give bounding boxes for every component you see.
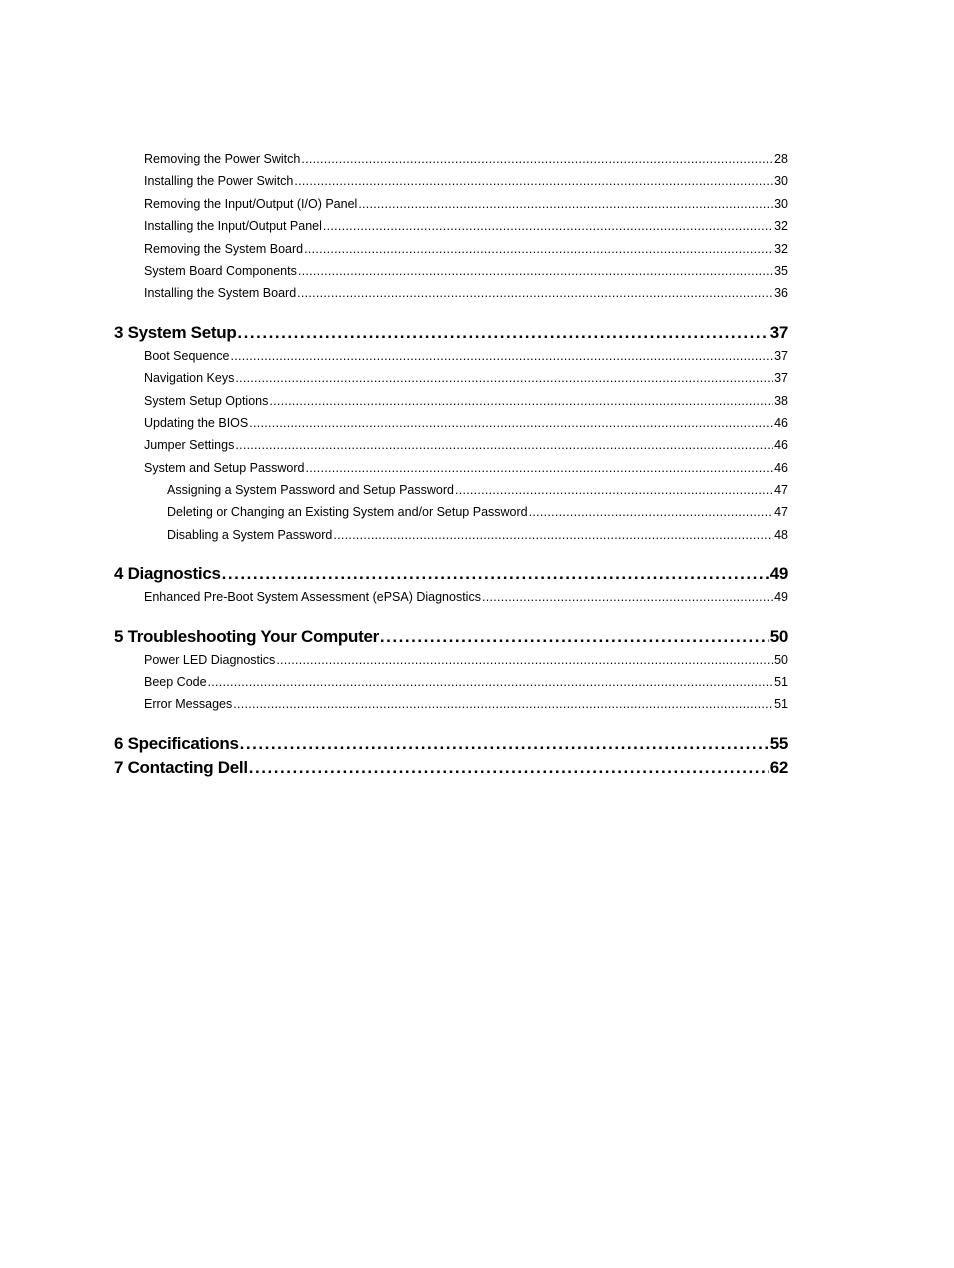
toc-entry-title: Removing the Power Switch bbox=[144, 152, 301, 166]
toc-entry-page-number: 48 bbox=[774, 527, 788, 542]
toc-entry-page-number: 36 bbox=[774, 286, 788, 301]
toc-section-entry[interactable] bbox=[114, 282, 788, 304]
toc-entry-title: Disabling a System Password bbox=[167, 527, 333, 542]
toc-entry-title: Enhanced Pre-Boot System Assessment (ePSA) Diagnostics bbox=[144, 590, 481, 605]
toc-entry-page-number: 62 bbox=[769, 757, 788, 777]
toc-entry-title: Navigation Keys bbox=[144, 371, 235, 386]
toc-entry-page-number: 46 bbox=[774, 415, 788, 430]
toc-entry-title: Installing the Power Switch bbox=[144, 174, 294, 189]
toc-section-entry[interactable] bbox=[114, 586, 788, 608]
toc-entry-title: Power LED Diagnostics bbox=[144, 652, 276, 667]
dot-leader bbox=[297, 282, 773, 304]
toc-section-entry[interactable] bbox=[114, 390, 788, 412]
toc-entry-title: Deleting or Changing an Existing System and/or Setup Password bbox=[167, 505, 528, 520]
toc-section-entry[interactable] bbox=[114, 649, 788, 671]
dot-leader bbox=[276, 649, 773, 671]
toc-entry-page-number: 49 bbox=[769, 564, 788, 584]
toc-entry-page-number: 47 bbox=[774, 505, 788, 520]
toc-section-entry[interactable] bbox=[114, 367, 788, 389]
toc-chapter-entry[interactable] bbox=[114, 732, 788, 756]
dot-leader bbox=[298, 260, 773, 282]
toc-section-entry[interactable] bbox=[114, 215, 788, 237]
toc-entry-title: Boot Sequence bbox=[144, 348, 230, 363]
dot-leader bbox=[208, 671, 774, 693]
toc-chapter-entry[interactable] bbox=[114, 562, 788, 586]
toc-entry-title: Error Messages bbox=[144, 697, 233, 712]
toc-entry-title: 4 Diagnostics bbox=[114, 564, 221, 584]
toc-section-entry[interactable] bbox=[114, 524, 788, 546]
toc-section-entry[interactable] bbox=[114, 693, 788, 715]
toc-entry-page-number: 32 bbox=[774, 241, 788, 256]
toc-entry-title: 6 Specifications bbox=[114, 733, 239, 753]
dot-leader bbox=[233, 693, 773, 715]
toc-entry-page-number: 50 bbox=[769, 626, 788, 646]
toc-entry-page-number: 35 bbox=[774, 263, 788, 278]
toc-entry-page-number: 38 bbox=[774, 393, 788, 408]
toc-entry-title: 5 Troubleshooting Your Computer bbox=[114, 626, 379, 646]
toc-entry-title: Beep Code bbox=[144, 675, 207, 690]
toc-section-entry[interactable] bbox=[114, 260, 788, 282]
toc-entry-title: System and Setup Password bbox=[144, 460, 305, 475]
toc-section-entry[interactable] bbox=[114, 434, 788, 456]
toc-section-entry[interactable] bbox=[114, 479, 788, 501]
dot-leader bbox=[380, 625, 769, 649]
toc-entry-title: Updating the BIOS bbox=[144, 415, 249, 430]
dot-leader bbox=[222, 562, 769, 586]
dot-leader bbox=[455, 479, 773, 501]
toc-entry-title: 7 Contacting Dell bbox=[114, 757, 248, 777]
toc-entry-title: Installing the Input/Output Panel bbox=[144, 219, 322, 234]
dot-leader bbox=[323, 215, 773, 237]
dot-leader bbox=[529, 501, 773, 523]
dot-leader bbox=[358, 193, 773, 215]
toc-entry-page-number: 30 bbox=[774, 196, 788, 211]
dot-leader bbox=[240, 732, 769, 756]
dot-leader bbox=[249, 756, 769, 780]
toc-entry-title: Jumper Settings bbox=[144, 438, 235, 453]
dot-leader bbox=[306, 457, 774, 479]
toc-entry-page-number: 51 bbox=[774, 675, 788, 690]
toc-entry-page-number: 50 bbox=[774, 652, 788, 667]
toc-entry-title: Installing the System Board bbox=[144, 286, 297, 301]
toc-section-entry[interactable] bbox=[114, 457, 788, 479]
toc-entry-page-number: 32 bbox=[774, 219, 788, 234]
toc-section-entry[interactable] bbox=[114, 412, 788, 434]
toc-entry-title: Removing the System Board bbox=[144, 241, 304, 256]
toc-chapter-entry[interactable] bbox=[114, 756, 788, 780]
toc-entry-page-number: 28 bbox=[774, 152, 788, 166]
dot-leader bbox=[237, 321, 768, 345]
toc-entry-page-number: 47 bbox=[774, 483, 788, 498]
toc-entry-page-number: 49 bbox=[774, 590, 788, 605]
toc-entry-title: System Board Components bbox=[144, 263, 297, 278]
dot-leader bbox=[333, 524, 773, 546]
toc-section-entry[interactable] bbox=[114, 345, 788, 367]
toc-entry-page-number: 46 bbox=[774, 460, 788, 475]
toc-chapter-entry[interactable] bbox=[114, 321, 788, 345]
toc-entry-title: System Setup Options bbox=[144, 393, 269, 408]
dot-leader bbox=[301, 148, 773, 170]
dot-leader bbox=[482, 586, 773, 608]
dot-leader bbox=[249, 412, 773, 434]
dot-leader bbox=[294, 170, 773, 192]
dot-leader bbox=[235, 434, 773, 456]
toc-entry-page-number: 37 bbox=[769, 322, 788, 342]
toc-entry-page-number: 30 bbox=[774, 174, 788, 189]
toc-section-entry[interactable] bbox=[114, 170, 788, 192]
toc-entry-page-number: 51 bbox=[774, 697, 788, 712]
toc-section-entry[interactable] bbox=[114, 671, 788, 693]
toc-section-entry[interactable] bbox=[114, 501, 788, 523]
toc-entry-title: Removing the Input/Output (I/O) Panel bbox=[144, 196, 358, 211]
dot-leader bbox=[235, 367, 773, 389]
toc-chapter-entry[interactable] bbox=[114, 625, 788, 649]
toc-section-entry[interactable] bbox=[114, 238, 788, 260]
dot-leader bbox=[269, 390, 773, 412]
table-of-contents bbox=[114, 148, 788, 780]
toc-entry-page-number: 46 bbox=[774, 438, 788, 453]
toc-entry-page-number: 37 bbox=[774, 348, 788, 363]
toc-entry-title: 3 System Setup bbox=[114, 322, 237, 342]
toc-section-entry[interactable] bbox=[114, 148, 788, 170]
toc-entry-title: Assigning a System Password and Setup Password bbox=[167, 483, 454, 498]
toc-entry-page-number: 55 bbox=[769, 733, 788, 753]
dot-leader bbox=[304, 238, 773, 260]
dot-leader bbox=[231, 345, 774, 367]
toc-entry-page-number: 37 bbox=[774, 371, 788, 386]
toc-section-entry[interactable] bbox=[114, 193, 788, 215]
